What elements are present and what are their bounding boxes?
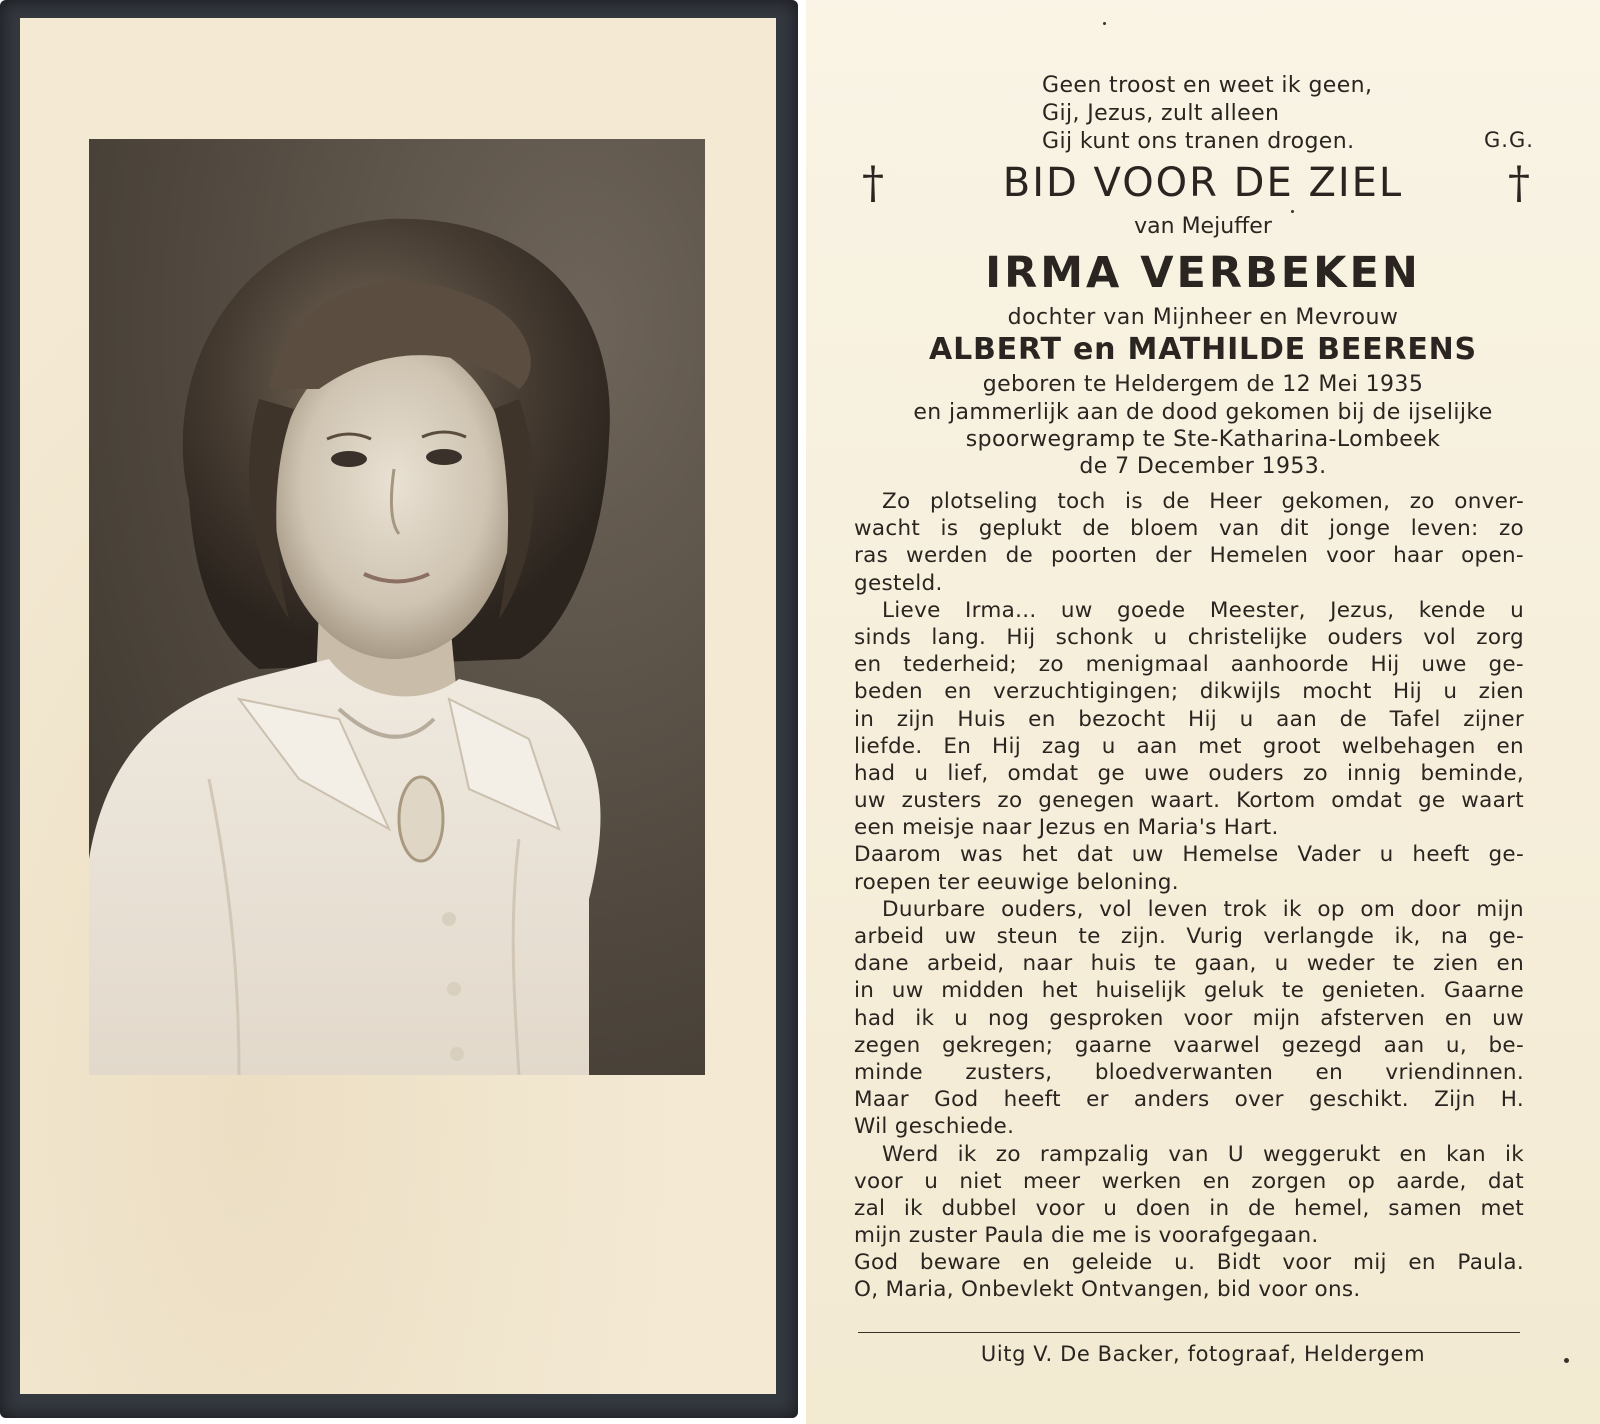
heading: BID VOOR DE ZIEL (1002, 160, 1404, 206)
divider (858, 1332, 1520, 1333)
memorial-body (854, 488, 1524, 1304)
body-line: sinds lang. Hij schonk u christelijke ouders vol zorg (854, 624, 1524, 650)
body-line: roepen ter eeuwige beloning. (854, 869, 1179, 895)
poem-line: Gij, Jezus, zult alleen (1042, 101, 1280, 126)
body-line: ras werden de poorten der Hemelen voor haar open- (854, 543, 1524, 569)
body-line: in uw midden het huiselijk geluk te genieten. Gaarne (854, 978, 1524, 1004)
publisher-footer: Uitg V. De Backer, fotograaf, Heldergem (980, 1342, 1426, 1366)
body-line: een meisje naar Jezus en Maria's Hart. (854, 815, 1279, 841)
body-line: zal ik dubbel voor u doen in de hemel, samen met (854, 1195, 1524, 1221)
death-line: en jammerlijk aan de dood gekomen bij de ijselijke (913, 400, 1493, 425)
cross-icon: † (862, 158, 884, 209)
body-line: en tederheid; zo menigmaal aanhoorde Hij uwe ge- (854, 652, 1524, 678)
body-line: Duurbare ouders, vol leven trok ik op om door mijn (882, 896, 1524, 922)
birth-line: geboren te Heldergem de 12 Mei 1935 (982, 372, 1424, 397)
portrait-photo (89, 139, 705, 1075)
body-line: Daarom was het dat uw Hemelse Vader u heeft ge- (854, 842, 1524, 868)
print-speck (1564, 1358, 1569, 1363)
body-line: zegen gekregen; gaarne vaarwel gezegd aan u, be- (854, 1032, 1524, 1058)
poem (1042, 72, 1502, 156)
body-line: had ik u nog gesproken voor mijn afsterven en uw (854, 1005, 1524, 1031)
memorial-text-card (806, 0, 1600, 1424)
body-line: Maar God heeft er anders over geschikt. Zijn H. (854, 1087, 1524, 1113)
body-line: O, Maria, Onbevlekt Ontvangen, bid voor ons. (854, 1277, 1361, 1303)
portrait-illustration (89, 139, 705, 1075)
body-line: Werd ik zo rampzalig van U weggerukt en kan ik (882, 1141, 1524, 1167)
body-line: uw zusters zo genegen waart. Kortom omdat ge waart (854, 788, 1524, 814)
poem-line: Geen troost en weet ik geen, (1042, 73, 1373, 98)
body-line: in zijn Huis en bezocht Hij u aan de Tafel zijner (854, 706, 1524, 732)
death-line: de 7 December 1953. (1079, 454, 1327, 479)
body-line: arbeid uw steun te zijn. Vurig verlangde ik, na ge- (854, 924, 1524, 949)
print-speck (1291, 210, 1294, 213)
body-line: Lieve Irma... uw goede Meester, Jezus, kende u (882, 597, 1524, 623)
cross-icon: † (1508, 158, 1530, 209)
deceased-name: IRMA VERBEKEN (985, 248, 1421, 298)
body-line: dane arbeid, naar huis te gaan, u weder te zien en (854, 951, 1524, 977)
photo-card (0, 0, 798, 1418)
body-line: had u lief, omdat ge uwe ouders zo innig beminde, (854, 760, 1524, 786)
body-line: voor u niet meer werken en zorgen op aarde, dat (854, 1168, 1524, 1194)
body-line: Zo plotseling toch is de Heer gekomen, zo onver- (882, 489, 1524, 514)
van-mejuffer: van Mejuffer (1134, 214, 1272, 239)
body-line: God beware en geleide u. Bidt voor mij en Paula. (854, 1250, 1524, 1276)
body-line: liefde. En Hij zag u aan met groot welbehagen en (854, 733, 1524, 759)
daughter-of-line: dochter van Mijnheer en Mevrouw (1007, 305, 1399, 330)
poem-signature: G.G. (1484, 128, 1534, 152)
print-speck (1103, 22, 1106, 25)
body-line: wacht is geplukt de bloem van dit jonge leven: zo (854, 516, 1524, 542)
body-line: minde zusters, bloedverwanten en vriendinnen. (854, 1059, 1524, 1085)
body-line: gesteld. (854, 570, 943, 596)
parents-names: ALBERT en MATHILDE BEERENS (929, 332, 1477, 367)
photo-card-mat (20, 18, 776, 1394)
death-line: spoorwegramp te Ste-Katharina-Lombeek (965, 427, 1441, 452)
body-line: Wil geschiede. (854, 1114, 1015, 1140)
body-line: beden en verzuchtigingen; dikwijls mocht Hij u zien (854, 679, 1524, 705)
body-line: mijn zuster Paula die me is voorafgegaan. (854, 1223, 1319, 1249)
poem-line: Gij kunt ons tranen drogen. (1042, 129, 1355, 154)
